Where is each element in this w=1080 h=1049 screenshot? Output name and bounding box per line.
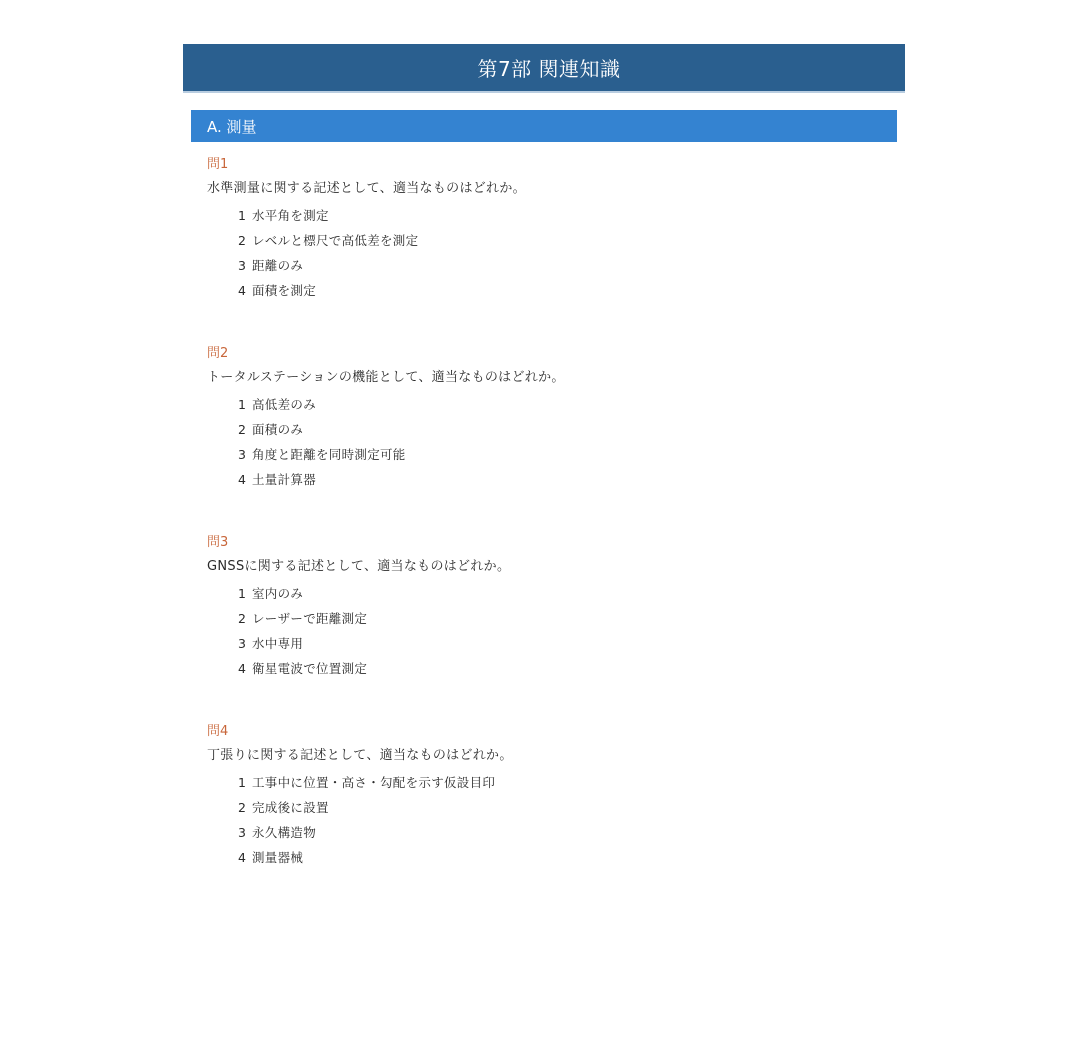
option-number: 1 [238,397,247,412]
option-item [238,395,847,420]
question-number: 問4 [207,724,229,739]
option-text: 工事中に位置・高さ・勾配を示す仮設目印 [252,775,496,790]
option-text: 水平角を測定 [252,208,329,223]
part-header [183,44,905,93]
option-text: 高低差のみ [252,397,317,412]
option-text: レーザーで距離測定 [252,611,368,626]
option-item [238,584,847,609]
option-item [238,634,847,659]
option-number: 2 [238,422,247,437]
option-item [238,470,847,495]
option-text: 衛星電波で位置測定 [252,661,368,676]
question-number: 問3 [207,535,229,550]
option-list [207,584,847,684]
question-number: 問1 [207,157,229,172]
option-text: 土量計算器 [252,472,317,487]
option-number: 2 [238,611,247,626]
option-item [238,798,847,823]
option-text: 測量器械 [252,850,304,865]
option-text: 室内のみ [252,586,304,601]
option-number: 2 [238,800,247,815]
option-text: レベルと標尺で高低差を測定 [252,233,419,248]
option-number: 1 [238,586,247,601]
option-item [238,773,847,798]
option-number: 4 [238,850,247,865]
option-item [238,256,847,281]
option-item [238,206,847,231]
part-title: 第7部 関連知識 [477,57,621,81]
option-text: 角度と距離を同時測定可能 [252,447,406,462]
question-1 [207,155,847,306]
question-number: 問2 [207,346,229,361]
option-item [238,231,847,256]
question-text: GNSSに関する記述として、適当なものはどれか。 [207,559,511,574]
option-number: 3 [238,447,247,462]
section-header [191,110,897,142]
option-number: 1 [238,208,247,223]
option-item [238,445,847,470]
section-title: A. 測量 [207,117,257,136]
option-number: 4 [238,283,247,298]
option-text: 完成後に設置 [252,800,329,815]
option-number: 3 [238,258,247,273]
question-4 [207,722,847,873]
option-item [238,420,847,445]
option-item [238,848,847,873]
option-item [238,609,847,634]
option-text: 水中専用 [252,636,304,651]
option-number: 1 [238,775,247,790]
question-3 [207,533,847,684]
option-number: 2 [238,233,247,248]
option-text: 永久構造物 [252,825,317,840]
option-item [238,823,847,848]
option-list [207,395,847,495]
option-text: 距離のみ [252,258,304,273]
option-list [207,773,847,873]
option-number: 4 [238,472,247,487]
option-item [238,281,847,306]
option-item [238,659,847,684]
option-number: 3 [238,636,247,651]
option-list [207,206,847,306]
question-2 [207,344,847,495]
option-number: 3 [238,825,247,840]
option-number: 4 [238,661,247,676]
question-text: トータルステーションの機能として、適当なものはどれか。 [207,370,565,385]
option-text: 面積を測定 [252,283,317,298]
question-text: 丁張りに関する記述として、適当なものはどれか。 [207,748,513,763]
question-text: 水準測量に関する記述として、適当なものはどれか。 [207,181,526,196]
option-text: 面積のみ [252,422,304,437]
